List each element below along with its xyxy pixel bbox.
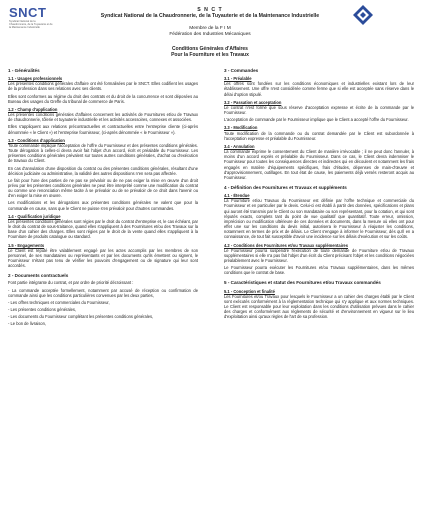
paragraph: Les Fournitures et/ou Travaux pour lesquels le Fournisseur a un cahier des charges établi par le Client sont exécutés conformément à la réglementation technique qui s'y applique et aux normes techniques. Le Client est responsable pour leur exploitation dans les conditions d'utilisation prévues dans le cahier des charges et conformément aux règlements de sécurité et d'environnement en vigueur sur le lieu d'exploitation ainsi qu'aux règles de l'art de sa profession. [224, 293, 414, 320]
section-3 [224, 68, 414, 180]
logo-text: SNCT [9, 5, 47, 20]
paragraph: Elles sont conformes au régime du droit des contrats et du droit de la concurrence et sont déposées au Bureau des usages du Greffe du tribunal de commerce de Paris. [8, 93, 198, 104]
paragraph: Les présentes conditions générales sont régies par le droit du contrat d'entreprise et, le cas échéant, par le droit du contrat de sous-traitance, quand elles s'appliquent à des Fournitures et/ou des Travaux sur la base d'un cahier des charges. Elles sont régies par le droit de la vente quand elles s'appliquent à la Fourniture de produits catalogue ou standard. [8, 218, 198, 240]
paragraph: Le Fournisseur pourra suspendre l'exécution de toute demande de Fourniture et/ou de Travaux supplémentaires si elle n'a pas fait l'objet d'un écrit du Client précisant l'objet et les conditions négociées préalablement avec le Fournisseur. [224, 247, 414, 263]
header-federation: Fédération des Industries Mécaniques [169, 32, 251, 37]
list-item: - Les offres techniques et commerciales du Fournisseur, [8, 299, 110, 305]
subsection-title: 4.1 - Étendue [224, 193, 250, 199]
logo-subtext: Syndicat National de la Chaudronnerie, de la Tuyauterie et de la Maintenance Industrielle [9, 20, 53, 29]
paragraph: Les offres sont fondées sur les conditions économiques et industrielles existant lors de leur établissement. Une offre n'est considérée comme ferme que si elle est acceptée sans réserve dans le délai d'option stipulé. [224, 81, 414, 97]
subsection-title: 1.1 - Usages professionnels [8, 76, 63, 82]
conditions-title-line1: Conditions Générales d'Affaires [172, 46, 248, 52]
right-column [224, 68, 414, 325]
list-item: - Le bon de livraison, [8, 321, 47, 327]
paragraph: Le Fournisseur pourra exécuter les Fournitures et/ou Travaux supplémentaires, dans les mêmes conditions que le contrat de base. [224, 265, 414, 276]
section-1 [8, 68, 198, 268]
subsection-title: 1.3 - Conditions d'application [8, 137, 65, 143]
subsection-title: 5.1 - Conception et finalité [224, 288, 275, 294]
section-title: 5 - Caractéristiques et statut des Fournitures et/ou Travaux commandés [224, 280, 381, 286]
paragraph: Le fait pour l'une des parties de ne pas se prévaloir ou de ne pas exiger la mise en œuvre d'un droit prévu par les présentes conditions générales ne peut être interprété comme une modification du contrat ou comme une renonciation même tacite à se prévaloir ou de se prévaloir de ce droit dans l'avenir ou d'en exiger la mise en œuvre. [8, 177, 198, 199]
paragraph: La commande exprime le consentement du Client de manière irrévocable ; il ne peut donc l'annuler, à moins d'un accord exprès et préalable du Fournisseur. Dans ce cas, le Client devra indemniser le Fournisseur pour toutes les conséquences directes et indirectes qui en découlent et notamment les frais engagés en matière d'équipements spécifiques, frais d'études, dépenses de main-d'œuvre et d'approvisionnement, outillages. En tout état de cause, les paiements déjà versés resteront acquis au Fournisseur. [224, 149, 414, 180]
conditions-title-line2: Pour la Fourniture et les Travaux [171, 52, 249, 58]
paragraph: Le Client est réputé être valablement engagé par les actes accomplis par les membres de son personnel, de ses mandataires ou représentants et par les documents qu'ils émettent ou signent, le Fournisseur n'étant pas tenu de vérifier les pouvoirs d'engagement ou de signature qui leur sont accordés. [8, 247, 198, 269]
paragraph: Elles s'appliquent aux relations précontractuelles et contractuelles entre l'entreprise cliente (ci-après dénommée « le Client ») et l'entreprise fournisseur, (ci-après dénommée « le Fournisseur »). [8, 124, 198, 135]
subsection-title: 3.1 - Préalable [224, 76, 252, 82]
section-title: 1 - Généralités [8, 68, 40, 73]
paragraph: Les modifications et les dérogations aux présentes conditions générales ne valent que pour la commande en cause, sans que le Client ne puisse s'en prévaloir pour d'autres commandes. [8, 200, 198, 211]
paragraph: L'acceptation de commande par le Fournisseur implique que le Client a accepté l'offre du Fournisseur. [224, 117, 409, 123]
section-5 [224, 280, 414, 319]
section-title: 3 - Commandes [224, 68, 259, 73]
list-item: - La commande acceptée formellement, notamment par accusé de réception ou confirmation de commande ainsi que les conditions particulières convenues par les deux parties, [8, 287, 198, 298]
list-item: - Les présentes conditions générales, [8, 307, 77, 313]
subsection-title: 1.2 - Champ d'application [8, 106, 58, 112]
paragraph: Toute modification de la commande ou du contrat demandée par le Client est subordonnée à l'acceptation expresse et préalable du Fournisseur. [224, 130, 414, 141]
subsection-title: 3.3 - Modification [224, 125, 258, 131]
section-4 [224, 185, 414, 276]
paragraph: Les présentes conditions générales d'affaires concernent les activités de Fournitures et/ou de Travaux de chaudronnerie, tôlerie et tuyauterie industrielle et les activités accessoires, connexes et associées. [8, 112, 198, 123]
paragraph: Les présentes conditions générales d'affaire ont été formalisées par le SNCT. Elles codifient les usages de la profession dans ses relations avec ses clients. [8, 81, 198, 92]
paragraph: Le contrat n'est formé que sous réserve d'acceptation expresse et écrite de la commande par le Fournisseur. [224, 104, 414, 116]
header-member: Membre de la F I M [189, 26, 231, 31]
subsection-title: 3.4 - Annulation [224, 143, 255, 149]
left-column [8, 68, 198, 332]
subsection-title: 1.4 - Qualification juridique [8, 213, 61, 219]
list-item: - Les documents du Fournisseur complétant les présentes conditions générales, [8, 314, 154, 320]
subsection-title: 4.2 - Conditions des Fournitures et/ou Travaux supplémentaires [224, 242, 348, 248]
paragraph: En cas d'annulation d'une disposition du contrat ou des présentes conditions générales, résultant d'une décision judiciaire ou administrative, la validité des autres dispositions n'en sera pas affectée. [8, 165, 198, 176]
subsection-title: 1.5 - Engagements [8, 242, 45, 248]
subsection-title: 3.2 - Passation et acceptation [224, 99, 282, 105]
snct-logo [9, 5, 53, 29]
paragraph: Toute commande implique l'acceptation de l'offre du Fournisseur et des présentes conditions générales. Toute dérogation à celles-ci devra avoir fait l'objet d'un accord, écrit et préalable du Fournisseur. Les présentes conditions générales prévalent sur toutes autres conditions générales, d'achat ou d'exécution de travaux du Client. [8, 142, 198, 164]
header-organization: Syndicat National de la Chaudronnerie, de la Tuyauterie et de la Maintenance Industrielle [100, 13, 320, 19]
section-title: 2 - Documents contractuels [8, 273, 69, 279]
section-title: 4 - Définition des Fournitures et Travaux et suppléments [224, 184, 347, 190]
paragraph: La Fourniture et/ou Travaux du Fournisseur est définie par l'offre technique et commerciale du Fournisseur et en particulier par le devis. Celui-ci est établi à partir des données, spécifications et plans qui auront été transmis par le Client ou son mandataire ou son représentant, pour la cotation, et qui sont réputés exacts, complets tant du point de vue qualitatif que quantitatif. Toute erreur, omission, imprécision ou modification ultérieure de ces données et documents, dans la mesure où elles ont pour effet une sur les conditions du devis initial, autorisera le Fournisseur à réajuster les conditions, notamment en termes de prix et de délais. Le Client s'engage à informer le Fournisseur, dès qu'il en a connaissance, de tout fait susceptible d'avoir une incidence sur les délais d'exécution et sur les coûts. [224, 198, 414, 240]
section-2 [8, 273, 198, 326]
paragraph: Font partie intégrante du contrat, et par ordre de priorité décroissant : [8, 280, 134, 286]
header-title: S N C T [197, 7, 223, 13]
